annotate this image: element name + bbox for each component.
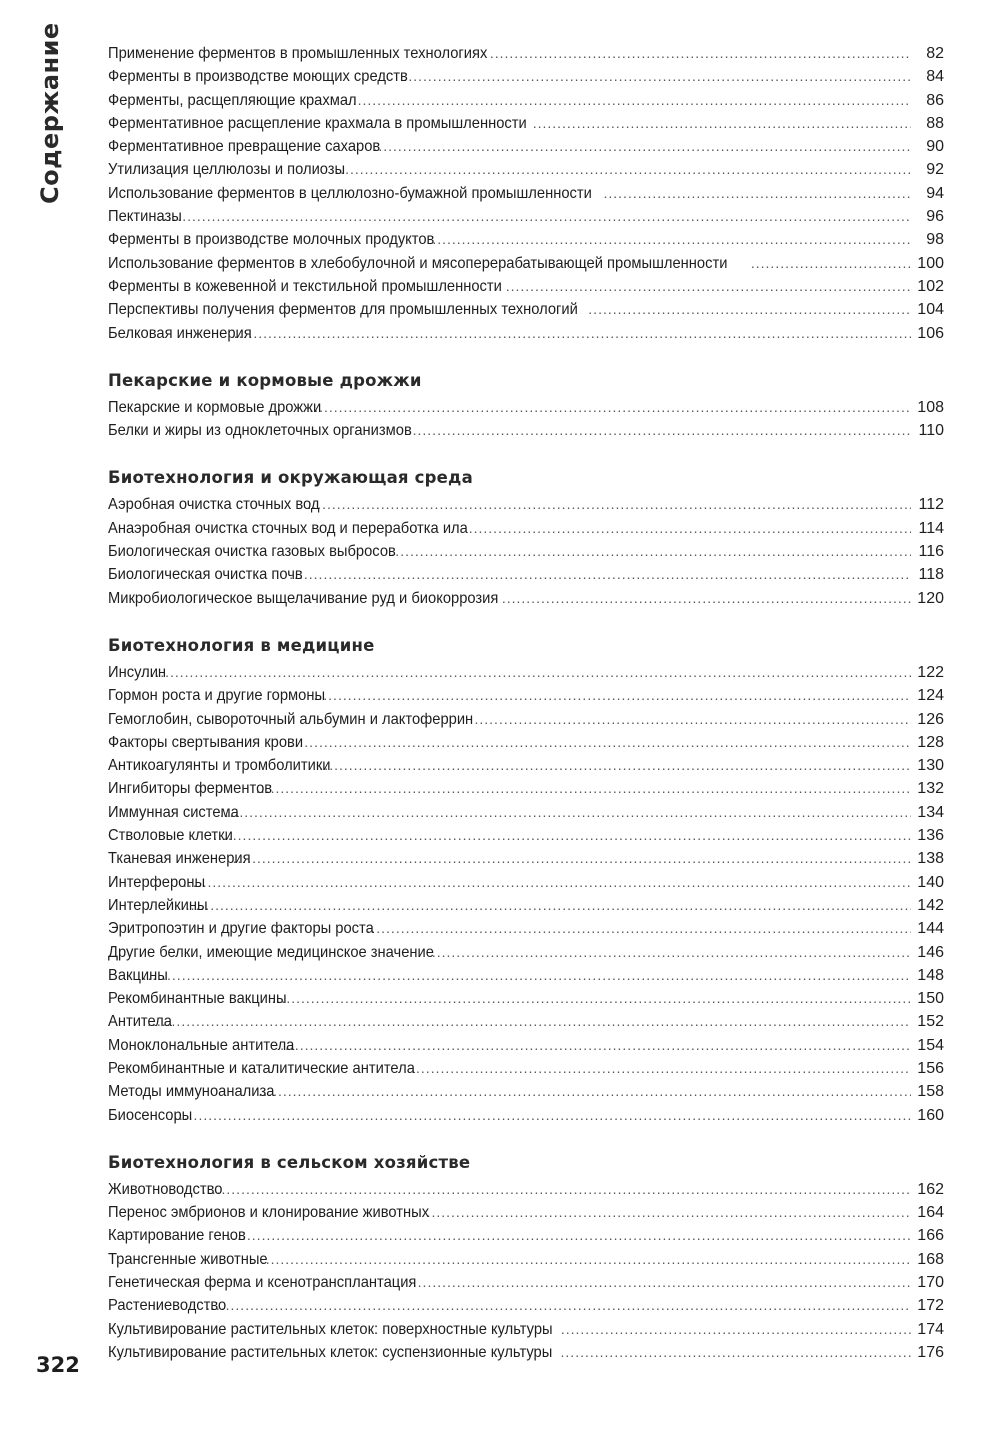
toc-entry-page: 88 (926, 114, 944, 132)
toc-entry-title: Биологическая очистка почв (108, 566, 303, 584)
toc-entry[interactable] (108, 731, 944, 754)
toc-entry[interactable] (108, 42, 944, 65)
toc-entry-page: 152 (917, 1013, 944, 1031)
toc-entry-page: 120 (917, 589, 944, 607)
toc-entry[interactable] (108, 322, 944, 345)
dot-leader (561, 1318, 911, 1341)
toc-entry[interactable] (108, 754, 944, 777)
toc-entry-title: Ферменты в производстве молочных продуктов (108, 231, 435, 249)
toc-entry-page: 116 (918, 543, 944, 561)
toc-entry-page: 94 (926, 184, 944, 202)
toc-entry-page: 134 (917, 803, 944, 821)
dot-leader (309, 396, 911, 419)
toc-entry-title: Ферменты в кожевенной и текстильной промышленности (108, 277, 502, 295)
toc-entry-title: Вакцины (108, 966, 168, 984)
toc-entry[interactable] (108, 1104, 944, 1127)
toc-entry-title: Биологическая очистка газовых выбросов (108, 543, 396, 561)
dot-leader (233, 847, 911, 870)
toc-entry-page: 82 (926, 45, 944, 62)
dot-leader (169, 1104, 911, 1127)
toc-entry[interactable] (108, 419, 944, 442)
toc-section-agriculture (108, 1151, 944, 1364)
toc-entry-title: Утилизация целлюлозы и полиозы (108, 161, 346, 179)
dot-leader (289, 563, 911, 586)
toc-entry-page: 170 (917, 1274, 944, 1292)
toc-entry[interactable] (108, 1080, 944, 1103)
toc-entry-page: 150 (917, 990, 944, 1008)
toc-entry-page: 172 (917, 1297, 944, 1315)
toc-section-environment (108, 466, 944, 609)
toc-entry[interactable] (108, 396, 944, 419)
toc-entry[interactable] (108, 1201, 944, 1224)
dot-leader (183, 871, 911, 894)
toc-entry-page: 98 (926, 231, 944, 249)
dot-leader (314, 684, 912, 707)
toc-entry[interactable] (108, 987, 944, 1010)
toc-entry-page: 104 (917, 301, 944, 319)
toc-entry-page: 168 (917, 1250, 944, 1268)
toc-entry-title: Моноклональные антитела (108, 1036, 295, 1054)
toc-entry-page: 118 (918, 566, 944, 584)
toc-entry-page: 92 (926, 161, 944, 179)
toc-entry-title: Иммунная система (108, 803, 239, 821)
dot-leader (348, 89, 911, 112)
toc-entry-page: 96 (926, 208, 944, 226)
toc-entry[interactable] (108, 1248, 944, 1271)
toc-entry-page: 140 (917, 873, 944, 891)
toc-entry-page: 156 (917, 1059, 944, 1077)
dot-leader (319, 754, 911, 777)
dot-leader (272, 987, 911, 1010)
dot-leader (158, 205, 911, 228)
toc-section-yeast (108, 369, 944, 443)
toc-entry[interactable] (108, 493, 944, 516)
toc-entry[interactable] (108, 777, 944, 800)
toc-entry-title: Гемоглобин, сывороточный альбумин и лактоферрин (108, 710, 474, 728)
toc-entry-title: Ингибиторы ферментов (108, 780, 273, 798)
toc-entry-page: 108 (917, 398, 944, 416)
toc-entry-title: Животноводство (108, 1180, 223, 1198)
toc-entry[interactable] (108, 1341, 944, 1364)
toc-entry-page: 138 (917, 850, 944, 868)
dot-leader (506, 275, 911, 298)
toc-entry-title: Использование ферментов в целлюлозно-бумажной промышленности (108, 184, 592, 202)
toc-entry-page: 128 (917, 733, 944, 751)
toc-entry-page: 126 (917, 710, 944, 728)
toc-entry[interactable] (108, 275, 944, 298)
toc-entry-title: Перспективы получения ферментов для промышленных технологий (108, 301, 578, 319)
dot-leader (186, 894, 911, 917)
toc-entry-page: 158 (917, 1083, 944, 1101)
dot-leader (280, 1034, 911, 1057)
toc-entry[interactable] (108, 182, 944, 205)
dot-leader (751, 252, 911, 275)
toc-entry-page: 110 (918, 422, 944, 440)
toc-entry-title: Инсулин (108, 663, 167, 681)
dot-leader (390, 540, 911, 563)
toc-entry[interactable] (108, 1318, 944, 1341)
toc-entry[interactable] (108, 228, 944, 251)
dot-leader (490, 42, 911, 65)
dot-leader (206, 1294, 911, 1317)
toc-entry-title: Белки и жиры из одноклеточных организмов (108, 422, 412, 440)
dot-leader (141, 661, 911, 684)
toc-entry-title: Антикоагулянты и тромболитики (108, 757, 331, 775)
toc-entry-page: 100 (917, 254, 944, 272)
toc-entry-title: Ферменты, расщепляющие крахмал (108, 91, 357, 109)
toc-entry-title: Растениеводство (108, 1297, 227, 1315)
toc-section-medicine (108, 634, 944, 1127)
dot-leader (335, 158, 911, 181)
toc-entry[interactable] (108, 1034, 944, 1057)
toc-entry-title: Перенос эмбрионов и клонирование животных (108, 1204, 430, 1222)
dot-leader (588, 298, 911, 321)
toc-entry-page: 106 (917, 324, 944, 342)
toc-entry-title: Применение ферментов в промышленных технологиях (108, 45, 488, 62)
section-heading: Пекарские и кормовые дрожжи (108, 370, 422, 390)
toc-entry[interactable] (108, 1271, 944, 1294)
dot-leader (411, 1057, 911, 1080)
toc-entry-page: 132 (917, 780, 944, 798)
toc-entry-title: Рекомбинантные и каталитические антитела (108, 1059, 415, 1077)
toc-entry[interactable] (108, 824, 944, 847)
toc-entry-page: 102 (917, 277, 944, 295)
dot-leader (469, 517, 911, 540)
toc-entry[interactable] (108, 684, 944, 707)
toc-entry[interactable] (108, 661, 944, 684)
toc-entry-page: 124 (917, 687, 944, 705)
table-of-contents (108, 42, 944, 1364)
dot-leader (307, 493, 911, 516)
toc-entry-title: Белковая инженерия (108, 324, 252, 342)
toc-entry-title: Факторы свертывания крови (108, 733, 304, 751)
dot-leader (251, 1248, 911, 1271)
toc-entry-title: Ферменты в производстве моющих средств (108, 68, 408, 86)
toc-entry-title: Другие белки, имеющие медицинское значение (108, 943, 434, 961)
toc-entry[interactable] (108, 964, 944, 987)
section-heading: Биотехнология в сельском хозяйстве (108, 1152, 471, 1172)
dot-leader (427, 1201, 911, 1224)
toc-entry[interactable] (108, 158, 944, 181)
dot-leader (213, 824, 911, 847)
toc-entry-page: 154 (917, 1036, 944, 1054)
toc-entry[interactable] (108, 1294, 944, 1317)
toc-entry-title: Аэробная очистка сточных вод (108, 496, 320, 514)
toc-entry-page: 160 (917, 1106, 944, 1124)
toc-entry-page: 86 (926, 91, 944, 109)
toc-entry[interactable] (108, 298, 944, 321)
toc-entry-title: Трансгенные животные (108, 1250, 268, 1268)
toc-entry-title: Пектиназы (108, 208, 182, 226)
toc-entry[interactable] (108, 205, 944, 228)
dot-leader (432, 941, 911, 964)
toc-entry-page: 176 (917, 1343, 944, 1361)
toc-entry[interactable] (108, 252, 944, 275)
section-heading: Биотехнология в медицине (108, 635, 375, 655)
toc-entry[interactable] (108, 1010, 944, 1033)
toc-entry[interactable] (108, 1057, 944, 1080)
toc-entry[interactable] (108, 1224, 944, 1247)
toc-entry-title: Методы иммуноанализа (108, 1083, 275, 1101)
toc-entry[interactable] (108, 1178, 944, 1201)
toc-entry-title: Культивирование растительных клеток: суспензионные культуры (108, 1343, 553, 1361)
toc-entry-page: 122 (917, 663, 944, 681)
toc-entry-title: Эритропоэтин и другие факторы роста (108, 920, 374, 938)
dot-leader (533, 112, 911, 135)
dot-leader (604, 182, 912, 205)
toc-entry[interactable] (108, 917, 944, 940)
toc-entry-page: 146 (917, 943, 944, 961)
toc-entry-page: 166 (917, 1227, 944, 1245)
toc-entry-page: 136 (917, 827, 944, 845)
dot-leader (561, 1341, 911, 1364)
toc-entry-title: Использование ферментов в хлебобулочной и мясоперерабатывающей промышленности (108, 254, 728, 272)
toc-entry-page: 162 (917, 1180, 944, 1198)
toc-entry-title: Ферментативное расщепление крахмала в промышленности (108, 114, 527, 132)
toc-entry-page: 84 (926, 68, 944, 86)
toc-entry[interactable] (108, 540, 944, 563)
toc-entry-title: Гормон роста и другие гормоны (108, 687, 326, 705)
dot-leader (290, 731, 911, 754)
toc-entry-page: 114 (918, 519, 944, 537)
dot-leader (256, 777, 911, 800)
toc-entry-title: Генетическая ферма и ксенотрансплантация (108, 1274, 417, 1292)
toc-entry-page: 130 (917, 757, 944, 775)
toc-entry-page: 174 (917, 1320, 944, 1338)
toc-section-industrial-enzymes (108, 42, 944, 345)
toc-entry[interactable] (108, 135, 944, 158)
page-number: 322 (36, 1353, 80, 1377)
toc-entry-title: Антитела (108, 1013, 172, 1031)
dot-leader (502, 587, 911, 610)
toc-entry[interactable] (108, 65, 944, 88)
section-heading: Биотехнология и окружающая среда (108, 468, 473, 488)
toc-entry[interactable] (108, 871, 944, 894)
toc-entry-title: Тканевая инженерия (108, 850, 251, 868)
toc-entry-page: 148 (917, 966, 944, 984)
toc-entry[interactable] (108, 587, 944, 610)
dot-leader (408, 419, 911, 442)
toc-entry-page: 90 (926, 138, 944, 156)
toc-entry-title: Анаэробная очистка сточных вод и переработка ила (108, 519, 468, 537)
toc-entry-page: 142 (917, 896, 944, 914)
dot-leader (366, 917, 911, 940)
toc-entry-title: Биосенсоры (108, 1106, 193, 1124)
toc-entry[interactable] (108, 112, 944, 135)
toc-entry[interactable] (108, 847, 944, 870)
toc-entry[interactable] (108, 563, 944, 586)
toc-entry-title: Стволовые клетки (108, 827, 233, 845)
toc-entry-page: 164 (917, 1204, 944, 1222)
dot-leader (143, 964, 911, 987)
toc-entry[interactable] (108, 894, 944, 917)
dot-leader (373, 135, 911, 158)
dot-leader (202, 1178, 911, 1201)
dot-leader (227, 1224, 911, 1247)
toc-entry-title: Интерлейкины (108, 896, 208, 914)
toc-entry-title: Культивирование растительных клеток: поверхностные культуры (108, 1320, 553, 1338)
dot-leader (413, 1271, 911, 1294)
toc-entry-title: Пекарские и кормовые дрожжи (108, 398, 322, 416)
toc-entry[interactable] (108, 801, 944, 824)
toc-entry-title: Микробиологическое выщелачивание руд и биокоррозия (108, 589, 499, 607)
toc-entry[interactable] (108, 89, 944, 112)
running-section-title: Содержание (36, 22, 64, 204)
toc-entry-title: Рекомбинантные вакцины (108, 990, 287, 1008)
dot-leader (403, 65, 911, 88)
toc-entry-title: Картирование генов (108, 1227, 246, 1245)
toc-entry-page: 112 (918, 496, 944, 514)
dot-leader (432, 228, 911, 251)
dot-leader (220, 801, 911, 824)
toc-entry[interactable] (108, 517, 944, 540)
dot-leader (475, 708, 912, 731)
dot-leader (147, 1010, 911, 1033)
dot-leader (258, 1080, 911, 1103)
toc-entry[interactable] (108, 941, 944, 964)
toc-entry-title: Ферментативное превращение сахаров (108, 138, 381, 156)
toc-entry-page: 144 (917, 920, 944, 938)
dot-leader (234, 322, 911, 345)
toc-entry-title: Интерфероны (108, 873, 206, 891)
toc-entry[interactable] (108, 708, 944, 731)
